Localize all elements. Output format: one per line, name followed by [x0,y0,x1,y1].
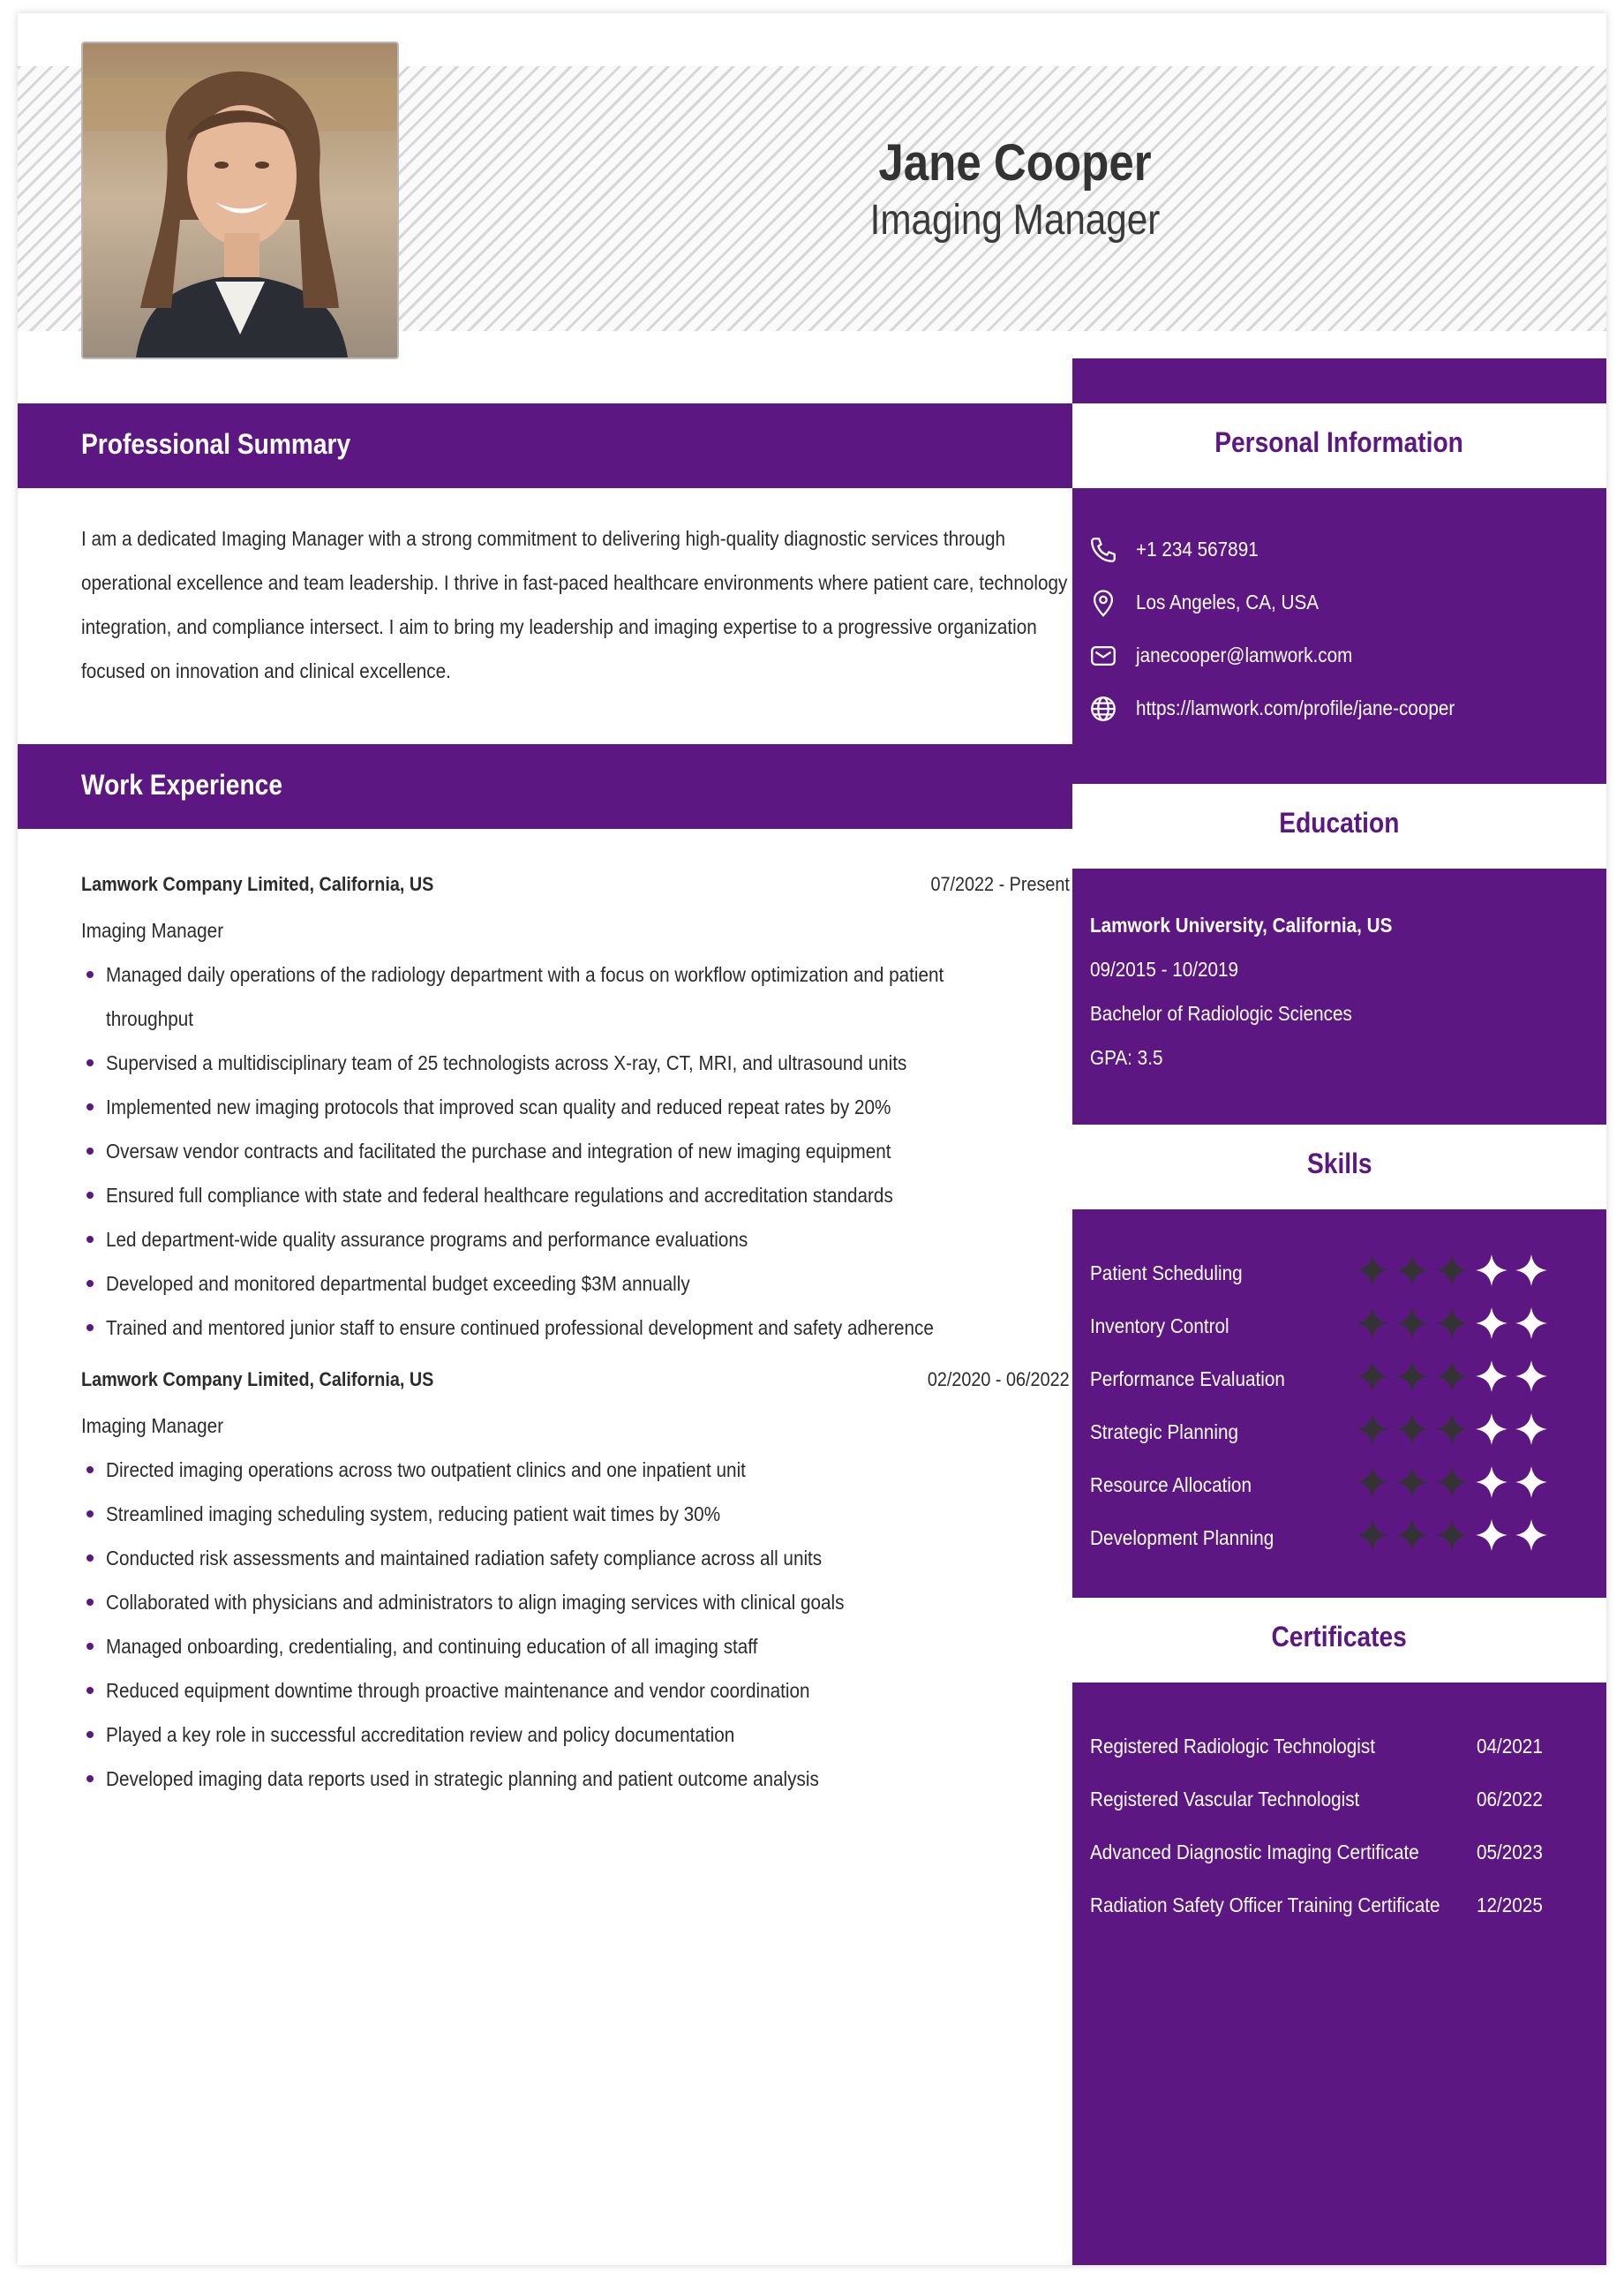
star-empty-icon [1474,1306,1509,1341]
star-filled-icon [1434,1464,1470,1500]
list-item: Supervised a multidisciplinary team of 25 technologists across X-ray, CT, MRI, and ultrasound units [81,1041,1070,1085]
education-dates: 09/2015 - 10/2019 [1090,958,1239,981]
star-filled-icon [1434,1306,1470,1341]
star-empty-icon [1514,1412,1549,1447]
star-empty-icon [1474,1517,1509,1553]
star-filled-icon [1395,1359,1430,1394]
job-bullets [81,1448,1070,1801]
location-pin-icon [1088,588,1118,618]
certificate-row [1090,1883,1593,1927]
certificates-heading: Certificates [1271,1621,1408,1652]
star-filled-icon [1434,1517,1470,1553]
skill-rating [1355,1306,1553,1346]
skill-name: Resource Allocation [1090,1473,1252,1496]
skill-rating [1355,1359,1553,1399]
skill-row [1090,1410,1584,1454]
list-item: Reduced equipment downtime through proactive maintenance and vendor coordination [81,1668,1070,1713]
star-filled-icon [1434,1359,1470,1394]
star-filled-icon [1395,1306,1430,1341]
job-entry-2 [81,1359,1070,1801]
email-text[interactable]: janecooper@lamwork.com [1136,644,1353,666]
skill-rating [1355,1464,1553,1505]
main-column [18,13,1072,2265]
certificate-name: Advanced Diagnostic Imaging Certificate [1090,1841,1419,1863]
star-filled-icon [1355,1359,1390,1394]
job-title: Imaging Manager [81,1414,224,1437]
list-item: Led department-wide quality assurance programs and performance evaluations [81,1217,1070,1261]
list-item: Ensured full compliance with state and federal healthcare regulations and accreditation standards [81,1173,1070,1217]
star-filled-icon [1355,1253,1390,1288]
star-empty-icon [1474,1412,1509,1447]
skill-name: Performance Evaluation [1090,1367,1285,1390]
list-item: Managed daily operations of the radiology department with a focus on workflow optimization and patient throughput [81,952,1070,1041]
star-empty-icon [1514,1464,1549,1500]
contact-website [1088,686,1600,730]
star-filled-icon [1355,1306,1390,1341]
star-empty-icon [1474,1464,1509,1500]
certificate-row [1090,1724,1593,1768]
certificate-date: 04/2021 [1477,1735,1543,1758]
phone-icon [1088,535,1118,565]
personal-heading: Personal Information [1214,426,1464,458]
star-empty-icon [1514,1306,1549,1341]
star-filled-icon [1434,1412,1470,1447]
list-item: Collaborated with physicians and administrators to align imaging services with clinical goals [81,1580,1070,1624]
certificate-name: Registered Vascular Technologist [1090,1788,1360,1810]
education-gpa: GPA: 3.5 [1090,1046,1163,1069]
summary-text: I am a dedicated Imaging Manager with a strong commitment to delivering high-quality diagnostic services through operational excellence and team leadership. I thrive in fast-paced healthcare environments where patient care, technology integration, and compliance intersect. I aim to bring my leadership and imaging expertise to a progressive organization focused on innovation and clinical excellence. [81,527,1068,682]
certificate-date: 12/2025 [1477,1893,1543,1916]
list-item: Oversaw vendor contracts and facilitated the purchase and integration of new imaging equipment [81,1129,1070,1173]
star-empty-icon [1514,1517,1549,1553]
skill-name: Strategic Planning [1090,1420,1239,1443]
star-filled-icon [1355,1517,1390,1553]
skills-heading-box [1072,1125,1606,1209]
summary-heading-bar [18,403,1072,488]
certificates-heading-box [1072,1598,1606,1683]
skill-rating [1355,1517,1553,1558]
job-company: Lamwork Company Limited, California, US [81,873,434,895]
skill-name: Patient Scheduling [1090,1261,1243,1284]
job-bullets [81,952,1070,1350]
list-item: Conducted risk assessments and maintained radiation safety compliance across all units [81,1536,1070,1580]
certificate-name: Radiation Safety Officer Training Certificate [1090,1893,1440,1916]
star-empty-icon [1514,1359,1549,1394]
skill-rating [1355,1253,1553,1293]
skill-row [1090,1516,1584,1560]
skill-name: Development Planning [1090,1526,1274,1549]
star-filled-icon [1395,1464,1430,1500]
certificate-row [1090,1777,1593,1821]
job-dates: 02/2020 - 06/2022 [928,1368,1070,1390]
candidate-name: Jane Cooper [878,134,1152,192]
certificate-name: Registered Radiologic Technologist [1090,1735,1375,1758]
skill-name: Inventory Control [1090,1314,1229,1337]
star-filled-icon [1355,1412,1390,1447]
skill-row [1090,1463,1584,1507]
star-empty-icon [1474,1359,1509,1394]
star-empty-icon [1474,1253,1509,1288]
job-title: Imaging Manager [81,919,224,942]
certificate-date: 06/2022 [1477,1788,1543,1810]
skill-row [1090,1357,1584,1401]
job-company: Lamwork Company Limited, California, US [81,1368,434,1390]
phone-text: +1 234 567891 [1136,538,1259,561]
candidate-title: Imaging Manager [869,197,1161,244]
certificate-date: 05/2023 [1477,1841,1543,1863]
list-item: Implemented new imaging protocols that improved scan quality and reduced repeat rates by 20% [81,1085,1070,1129]
star-filled-icon [1395,1412,1430,1447]
contact-phone [1088,527,1600,571]
contact-email [1088,633,1600,677]
education-degree: Bachelor of Radiologic Sciences [1090,1002,1352,1025]
education-heading: Education [1279,807,1400,839]
website-link[interactable]: https://lamwork.com/profile/jane-cooper [1136,696,1455,719]
mail-icon [1088,641,1118,671]
globe-icon [1088,694,1118,724]
personal-heading-box [1072,403,1606,488]
skill-row [1090,1251,1584,1295]
resume-page [18,13,1606,2265]
list-item: Directed imaging operations across two outpatient clinics and one inpatient unit [81,1448,1070,1492]
list-item: Played a key role in successful accreditation review and policy documentation [81,1713,1070,1757]
star-filled-icon [1355,1464,1390,1500]
job-dates: 07/2022 - Present [930,873,1070,895]
list-item: Streamlined imaging scheduling system, reducing patient wait times by 30% [81,1492,1070,1536]
star-filled-icon [1395,1253,1430,1288]
education-heading-box [1072,784,1606,869]
star-empty-icon [1514,1253,1549,1288]
education-school: Lamwork University, California, US [1090,914,1393,937]
skill-row [1090,1304,1584,1348]
experience-heading: Work Experience [81,769,282,801]
location-text: Los Angeles, CA, USA [1136,591,1320,614]
star-filled-icon [1395,1517,1430,1553]
job-entry-1 [81,864,1070,1350]
sidebar-column [1072,358,1606,2265]
list-item: Developed imaging data reports used in strategic planning and patient outcome analysis [81,1757,1070,1801]
experience-heading-bar [18,744,1072,829]
summary-heading: Professional Summary [81,428,351,460]
list-item: Trained and mentored junior staff to ensure continued professional development and safety adherence [81,1306,1070,1350]
contact-location [1088,580,1600,624]
star-filled-icon [1434,1253,1470,1288]
skill-rating [1355,1412,1553,1452]
list-item: Managed onboarding, credentialing, and continuing education of all imaging staff [81,1624,1070,1668]
certificate-row [1090,1830,1593,1874]
list-item: Developed and monitored departmental budget exceeding $3M annually [81,1261,1070,1306]
skills-heading: Skills [1306,1148,1372,1179]
